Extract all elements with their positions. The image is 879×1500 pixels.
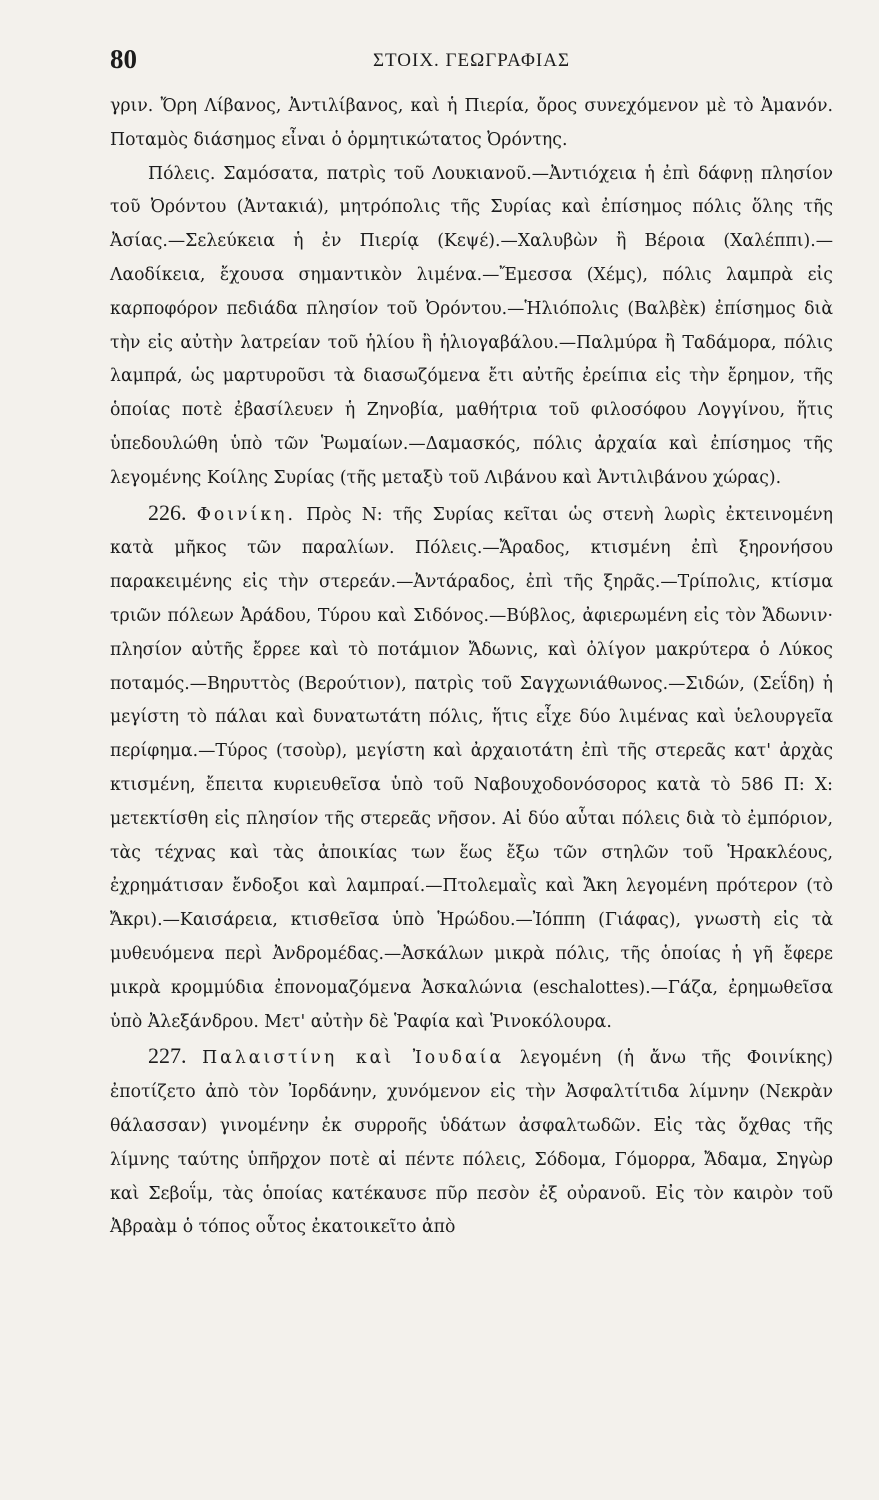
paragraph-text: λεγομένη (ἡ ἄνω τῆς Φοινίκης) ἐποτίζετο ἀπὸ τὸν Ἰορδάνην, χυνόμενον εἰς τὴν Ἀσφαλτίτιδα λίμνην (Νεκρὰν θάλασσαν) γινομένην ἐκ συρροῆς ὑδάτων ἀσφαλτωδῶν. Εἰς τὰς ὄχθας τῆς λίμνης ταύτης ὑπῆρχον ποτὲ αἱ πέντε πόλεις, Σόδομα, Γόμορρα, Ἄδαμα, Σηγὼρ καὶ Σεβοΐμ, τὰς ὁποίας κατέκαυσε πῦρ πεσὸν ἐξ οὐρανοῦ. Εἰς τὸν καιρὸν τοῦ Ἀβραὰμ ὁ τόπος οὗτος ἐκατοικεῖτο ἀπὸ xyxy=(110,1048,833,1238)
paragraph-mountains-rivers xyxy=(110,90,833,158)
paragraph-text: Πόλεις. Σαμόσατα, πατρὶς τοῦ Λουκιανοῦ.—Ἀντιόχεια ἡ ἐπὶ δάφνῃ πλησίον τοῦ Ὀρόντου (Ἀντακιά), μητρόπολις τῆς Συρίας καὶ ἐπίσημος πόλις ὅλης τῆς Ἀσίας.—Σελεύκεια ἡ ἐν Πιερίᾳ (Κεψέ).—Χαλυβὼν ἢ Βέροια (Χαλέππι).—Λαοδίκεια, ἔχουσα σημαντικὸν λιμένα.—Ἔμεσσα (Χέμς), πόλις λαμπρὰ εἰς καρποφόρον πεδιάδα πλησίον τοῦ Ὀρόντου.—Ἡλιόπολις (Βαλβὲκ) ἐπίσημος διὰ τὴν εἰς αὐτὴν λατρείαν τοῦ ἡλίου ἢ ἡλιογαβάλου.—Παλμύρα ἢ Ταδάμορα, πόλις λαμπρά, ὡς μαρτυροῦσι τὰ διασωζόμενα ἔτι αὐτῆς ἐρείπια εἰς τὴν ἔρημον, τῆς ὁποίας ποτὲ ἐβασίλευεν ἡ Ζηνοβία, μαθήτρια τοῦ φιλοσόφου Λογγίνου, ἥτις ὑπεδουλώθη ὑπὸ τῶν Ῥωμαίων.—Δαμασκός, πόλις ἀρχαία καὶ ἐπίσημος τῆς λεγομένης Κοίλης Συρίας (τῆς μεταξὺ τοῦ Λιβάνου καὶ Ἀντιλιβάνου χώρας). xyxy=(110,163,833,488)
page-header xyxy=(110,44,833,84)
body-text xyxy=(110,90,833,1245)
section-heading: Φοινίκη. xyxy=(196,504,296,525)
paragraph-text: γριν. Ὄρη Λίβανος, Ἀντιλίβανος, καὶ ἡ Πιερία, ὄρος συνεχόμενον μὲ τὸ Ἀμανόν. Ποταμὸς διάσημος εἶναι ὁ ὁρμητικώτατος Ὀρόντης. xyxy=(110,96,833,150)
paragraph-palestine xyxy=(110,1039,833,1245)
section-number: 227. xyxy=(148,1043,187,1069)
section-heading: Παλαιστίνη καὶ Ἰουδαία xyxy=(202,1048,505,1069)
section-number: 226. xyxy=(148,499,187,525)
page-number: 80 xyxy=(110,44,137,74)
paragraph-syria-cities xyxy=(110,158,833,496)
running-title: ΣΤΟΙΧ. ΓΕΩΓΡΑΦΙΑΣ xyxy=(372,50,571,71)
paragraph-phoenicia xyxy=(110,496,833,1040)
paragraph-text: Πρὸς Ν: τῆς Συρίας κεῖται ὡς στενὴ λωρὶς ἐκτεινομένη κατὰ μῆκος τῶν παραλίων. Πόλεις.—Ἄραδος, κτισμένη ἐπὶ ξηρονήσου παρακειμένης εἰς τὴν στερεάν.—Ἀντάραδος, ἐπὶ τῆς ξηρᾶς.—Τρίπολις, κτίσμα τριῶν πόλεων Ἀράδου, Τύρου καὶ Σιδόνος.—Βύβλος, ἀφιερωμένη εἰς τὸν Ἄδωνιν· πλησίον αὐτῆς ἔρρεε καὶ τὸ ποτάμιον Ἄδωνις, καὶ ὀλίγον μακρύτερα ὁ Λύκος ποταμός.—Βηρυττὸς (Βερούτιον), πατρὶς τοῦ Σαγχωνιάθωνος.—Σιδών, (Σεΐδη) ἡ μεγίστη τὸ πάλαι καὶ δυνατωτάτη πόλις, ἥτις εἶχε δύο λιμένας καὶ ὑελουργεῖα περίφημα.—Τύρος (τσοὺρ), μεγίστη καὶ ἀρχαιοτάτη ἐπὶ τῆς στερεᾶς κατ' ἀρχὰς κτισμένη, ἔπειτα κυριευθεῖσα ὑπὸ τοῦ Ναβουχοδονόσορος κατὰ τὸ 586 Π: Χ: μετεκτίσθη εἰς πλησίον τῆς στερεᾶς νῆσον. Αἱ δύο αὗται πόλεις διὰ τὸ ἐμπόριον, τὰς τέχνας καὶ τὰς ἀποικίας των ἕως ἔξω τῶν στηλῶν τοῦ Ἡρακλέους, ἐχρημάτισαν ἔνδοξοι καὶ λαμπραί.—Πτολεμαῒς καὶ Ἄκη λεγομένη πρότερον (τὸ Ἄκρι).—Καισάρεια, κτισθεῖσα ὑπὸ Ἡρώδου.—Ἰόππη (Γιάφας), γνωστὴ εἰς τὰ μυθευόμενα περὶ Ἀνδρομέδας.—Ἀσκάλων μικρὰ πόλις, τῆς ὁποίας ἡ γῆ ἔφερε μικρὰ κρομμύδια ἐπονομαζόμενα Ἀσκαλώνια (eschalottes).—Γάζα, ἐρημωθεῖσα ὑπὸ Ἀλεξάνδρου. Μετ' αὐτὴν δὲ Ῥαφία καὶ Ῥινοκόλουρα. xyxy=(110,504,834,1032)
